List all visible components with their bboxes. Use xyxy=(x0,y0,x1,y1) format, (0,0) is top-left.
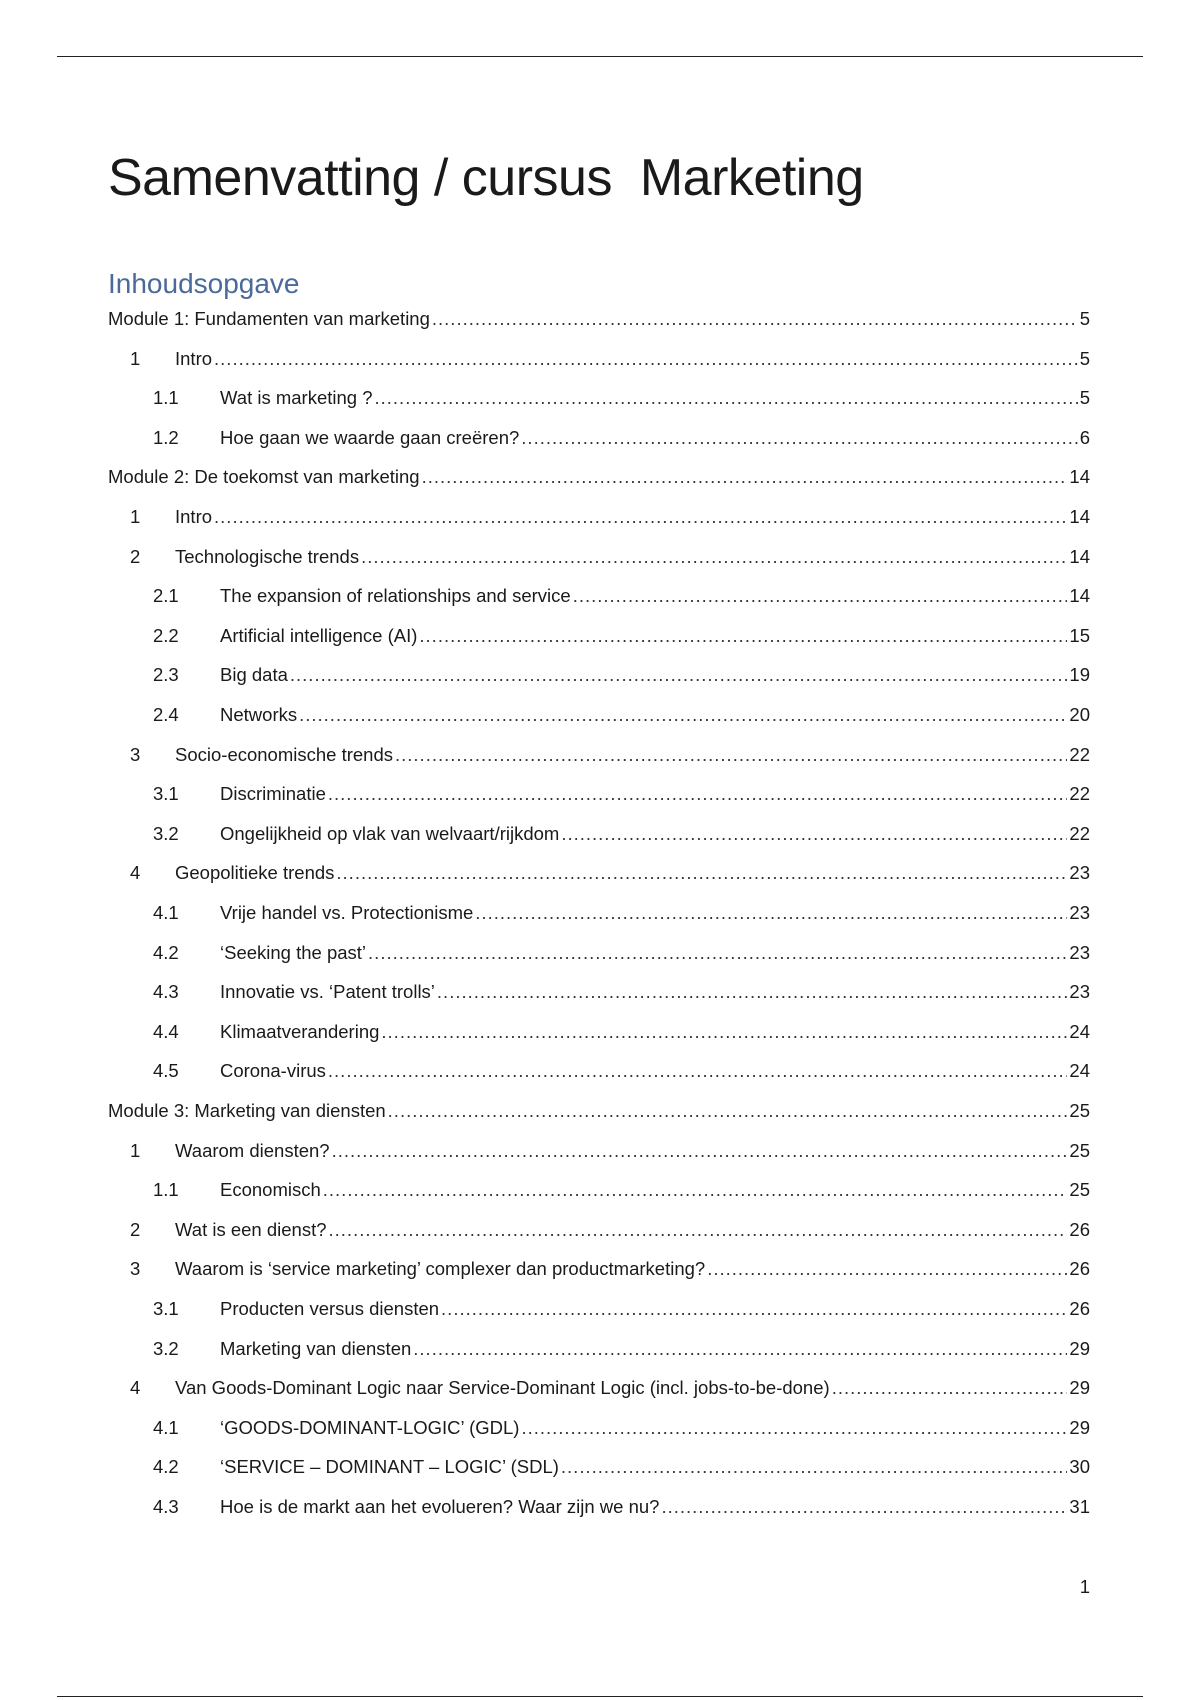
toc-dot-leader xyxy=(707,1254,1067,1284)
toc-dot-leader xyxy=(336,858,1067,888)
toc-entry-page: 24 xyxy=(1069,1020,1090,1042)
toc-entry-number: 3.1 xyxy=(153,783,179,805)
toc-entry-label: Socio-economische trends xyxy=(175,743,393,765)
toc-entry-page: 5 xyxy=(1079,347,1090,369)
toc-entry[interactable] xyxy=(108,1175,1090,1205)
toc-entry-label: Producten versus diensten xyxy=(220,1298,440,1319)
toc-entry-label: ‘SERVICE – DOMINANT – LOGIC’ (SDL) xyxy=(220,1456,559,1478)
toc-entry-label: Hoe is de markt aan het evolueren? Waar zijn we nu? xyxy=(220,1496,660,1517)
toc-entry-number: 1 xyxy=(130,506,141,527)
toc-entry-number: 4.1 xyxy=(153,902,179,923)
toc-entry-page: 6 xyxy=(1079,426,1090,448)
toc-entry[interactable] xyxy=(108,581,1090,611)
toc-entry[interactable] xyxy=(108,938,1090,968)
toc-dot-leader xyxy=(332,1136,1068,1166)
toc-entry[interactable] xyxy=(108,1136,1090,1166)
toc-dot-leader xyxy=(214,344,1078,374)
toc-dot-leader xyxy=(395,740,1067,770)
toc-entry[interactable] xyxy=(108,1254,1090,1284)
toc-entry-label: Marketing van diensten xyxy=(220,1337,412,1359)
footer-rule xyxy=(57,1696,1143,1697)
toc-entry-label: Artificial intelligence (AI) xyxy=(220,624,418,646)
toc-entry[interactable] xyxy=(108,660,1090,690)
toc-entry-label: Corona-virus xyxy=(220,1060,326,1082)
toc-entry-page: 19 xyxy=(1069,664,1090,686)
toc-entry-page: 5 xyxy=(1079,387,1090,409)
toc-entry-number: 2 xyxy=(130,545,141,567)
toc-entry-number: 2.3 xyxy=(153,664,179,686)
toc-entry-label: Intro xyxy=(175,506,213,527)
toc-entry-page: 5 xyxy=(1079,308,1090,329)
toc-entry[interactable] xyxy=(108,462,1090,492)
toc-entry-page: 25 xyxy=(1069,1139,1090,1161)
toc-entry-number: 2.4 xyxy=(153,704,179,725)
toc-dot-leader xyxy=(375,383,1078,413)
toc-entry-label: Hoe gaan we waarde gaan creëren? xyxy=(220,426,520,448)
toc-entry-number: 2.1 xyxy=(153,585,179,607)
toc-entry-page: 14 xyxy=(1069,506,1090,527)
toc-entry-number: 2 xyxy=(130,1218,141,1240)
toc-entry-page: 29 xyxy=(1069,1337,1090,1359)
page-number: 1 xyxy=(1079,1576,1090,1597)
toc-entry[interactable] xyxy=(108,1492,1090,1522)
toc-entry-page: 25 xyxy=(1069,1179,1090,1201)
toc-entry-page: 24 xyxy=(1069,1060,1090,1082)
toc-entry[interactable] xyxy=(108,383,1090,413)
toc-heading: Inhoudsopgave xyxy=(108,268,300,299)
toc-entry-label: Networks xyxy=(220,704,298,725)
toc-entry-page: 22 xyxy=(1069,783,1090,805)
toc-entry[interactable] xyxy=(108,1096,1090,1126)
toc-entry-number: 1.2 xyxy=(153,426,179,448)
toc-entry-page: 14 xyxy=(1069,545,1090,567)
toc-entry-label: Intro xyxy=(175,347,213,369)
toc-entry-number: 2.2 xyxy=(153,624,179,646)
toc-entry-label: Wat is marketing ? xyxy=(220,387,373,409)
toc-entry-page: 31 xyxy=(1069,1496,1090,1517)
toc-entry[interactable] xyxy=(108,1215,1090,1245)
header-rule xyxy=(57,56,1143,57)
toc-entry-page: 14 xyxy=(1069,466,1090,488)
toc-dot-leader xyxy=(475,898,1067,928)
toc-entry[interactable] xyxy=(108,858,1090,888)
toc-entry-label: Waarom diensten? xyxy=(175,1139,330,1161)
toc-dot-leader xyxy=(661,1492,1067,1522)
toc-entry[interactable] xyxy=(108,1294,1090,1324)
toc-entry-number: 4.3 xyxy=(153,1496,179,1517)
toc-entry[interactable] xyxy=(108,344,1090,374)
toc-dot-leader xyxy=(381,1017,1067,1047)
toc-entry[interactable] xyxy=(108,1017,1090,1047)
toc-entry-label: Module 2: De toekomst van marketing xyxy=(108,466,420,488)
toc-entry-label: The expansion of relationships and service xyxy=(220,585,571,607)
toc-entry-label: Waarom is ‘service marketing’ complexer dan productmarketing? xyxy=(175,1258,706,1280)
toc-entry-label: Technologische trends xyxy=(175,545,360,567)
toc-entry-page: 23 xyxy=(1069,902,1090,923)
toc-entry-number: 1 xyxy=(130,1139,141,1161)
toc-dot-leader xyxy=(368,938,1067,968)
toc-entry-label: ‘GOODS-DOMINANT-LOGIC’ (GDL) xyxy=(220,1416,520,1438)
toc-dot-leader xyxy=(432,304,1078,334)
toc-entry-page: 23 xyxy=(1069,981,1090,1003)
toc-entry-number: 3.2 xyxy=(153,1337,179,1359)
toc-entry[interactable] xyxy=(108,1056,1090,1086)
toc-dot-leader xyxy=(441,1294,1067,1324)
toc-entry-page: 26 xyxy=(1069,1218,1090,1240)
toc-entry-number: 1.1 xyxy=(153,387,179,409)
toc-entry-label: Module 1: Fundamenten van marketing xyxy=(108,308,430,329)
toc-entry[interactable] xyxy=(108,779,1090,809)
toc-entry-label: Vrije handel vs. Protectionisme xyxy=(220,902,474,923)
toc-entry-number: 4.4 xyxy=(153,1020,179,1042)
toc-dot-leader xyxy=(328,1056,1068,1086)
document-title: Samenvatting / cursus Marketing xyxy=(108,149,864,207)
toc-dot-leader xyxy=(561,819,1067,849)
toc-entry[interactable] xyxy=(108,898,1090,928)
toc-entry-page: 22 xyxy=(1069,822,1090,844)
toc-entry-number: 4.1 xyxy=(153,1416,179,1438)
toc-entry-number: 1 xyxy=(130,347,141,369)
toc-entry-page: 22 xyxy=(1069,743,1090,765)
toc-entry[interactable] xyxy=(108,819,1090,849)
toc-entry-number: 3 xyxy=(130,1258,141,1280)
toc-entry-label: ‘Seeking the past’ xyxy=(220,941,367,963)
toc-entry-label: Big data xyxy=(220,664,288,686)
toc-dot-leader xyxy=(573,581,1068,611)
toc-entry-label: Geopolitieke trends xyxy=(175,862,335,884)
toc-dot-leader xyxy=(388,1096,1068,1126)
toc-entry-number: 4.2 xyxy=(153,1456,179,1478)
toc-entry[interactable] xyxy=(108,621,1090,651)
toc-entry-page: 20 xyxy=(1069,704,1090,725)
toc-dot-leader xyxy=(561,1452,1068,1482)
toc-dot-leader xyxy=(521,423,1077,453)
toc-entry-number: 4.2 xyxy=(153,941,179,963)
toc-dot-leader xyxy=(328,779,1068,809)
toc-entry-number: 4.5 xyxy=(153,1060,179,1082)
toc-dot-leader xyxy=(422,462,1068,492)
toc-dot-leader xyxy=(290,660,1068,690)
toc-entry-page: 26 xyxy=(1069,1258,1090,1280)
toc-entry-label: Klimaatverandering xyxy=(220,1020,380,1042)
toc-entry-label: Discriminatie xyxy=(220,783,326,805)
toc-dot-leader xyxy=(329,1215,1068,1245)
toc-entry-label: Innovatie vs. ‘Patent trolls’ xyxy=(220,981,435,1003)
toc-entry-label: Van Goods-Dominant Logic naar Service-Dominant Logic (incl. jobs-to-be-done) xyxy=(175,1377,830,1399)
toc-entry-page: 23 xyxy=(1069,862,1090,884)
toc-entry-page: 14 xyxy=(1069,585,1090,607)
toc-entry[interactable] xyxy=(108,1413,1090,1443)
toc-entry-page: 23 xyxy=(1069,941,1090,963)
toc-dot-leader xyxy=(323,1175,1068,1205)
toc-entry-number: 3 xyxy=(130,743,141,765)
toc-dot-leader xyxy=(361,542,1067,572)
toc-entry[interactable] xyxy=(108,423,1090,453)
toc-entry-page: 26 xyxy=(1069,1298,1090,1319)
toc-entry[interactable] xyxy=(108,700,1090,730)
toc-dot-leader xyxy=(419,621,1067,651)
toc-entry-number: 4.3 xyxy=(153,981,179,1003)
toc-dot-leader xyxy=(832,1373,1068,1403)
toc-entry-page: 15 xyxy=(1069,624,1090,646)
toc-entry-number: 1.1 xyxy=(153,1179,179,1201)
toc-dot-leader xyxy=(437,977,1068,1007)
toc-entry[interactable] xyxy=(108,542,1090,572)
toc-entry-number: 4 xyxy=(130,1377,141,1399)
toc-entry[interactable] xyxy=(108,1334,1090,1364)
toc-entry[interactable] xyxy=(108,740,1090,770)
toc-dot-leader xyxy=(521,1413,1067,1443)
toc-entry-page: 29 xyxy=(1069,1416,1090,1438)
toc-entry-label: Module 3: Marketing van diensten xyxy=(108,1100,386,1121)
toc-dot-leader xyxy=(214,502,1067,532)
toc-entry[interactable] xyxy=(108,1373,1090,1403)
toc-entry-label: Economisch xyxy=(220,1179,321,1201)
toc-entry[interactable] xyxy=(108,304,1090,334)
toc-entry-label: Wat is een dienst? xyxy=(175,1218,327,1240)
toc-entry-number: 4 xyxy=(130,862,141,884)
toc-entry-label: Ongelijkheid op vlak van welvaart/rijkdom xyxy=(220,822,560,844)
toc-entry-number: 3.1 xyxy=(153,1298,179,1319)
toc-entry[interactable] xyxy=(108,1452,1090,1482)
toc-entry[interactable] xyxy=(108,977,1090,1007)
toc-dot-leader xyxy=(299,700,1067,730)
toc-entry-page: 29 xyxy=(1069,1377,1090,1399)
toc-dot-leader xyxy=(413,1334,1067,1364)
toc-entry-page: 25 xyxy=(1069,1100,1090,1121)
toc-entry-number: 3.2 xyxy=(153,822,179,844)
toc-entry-page: 30 xyxy=(1069,1456,1090,1478)
toc-entry[interactable] xyxy=(108,502,1090,532)
